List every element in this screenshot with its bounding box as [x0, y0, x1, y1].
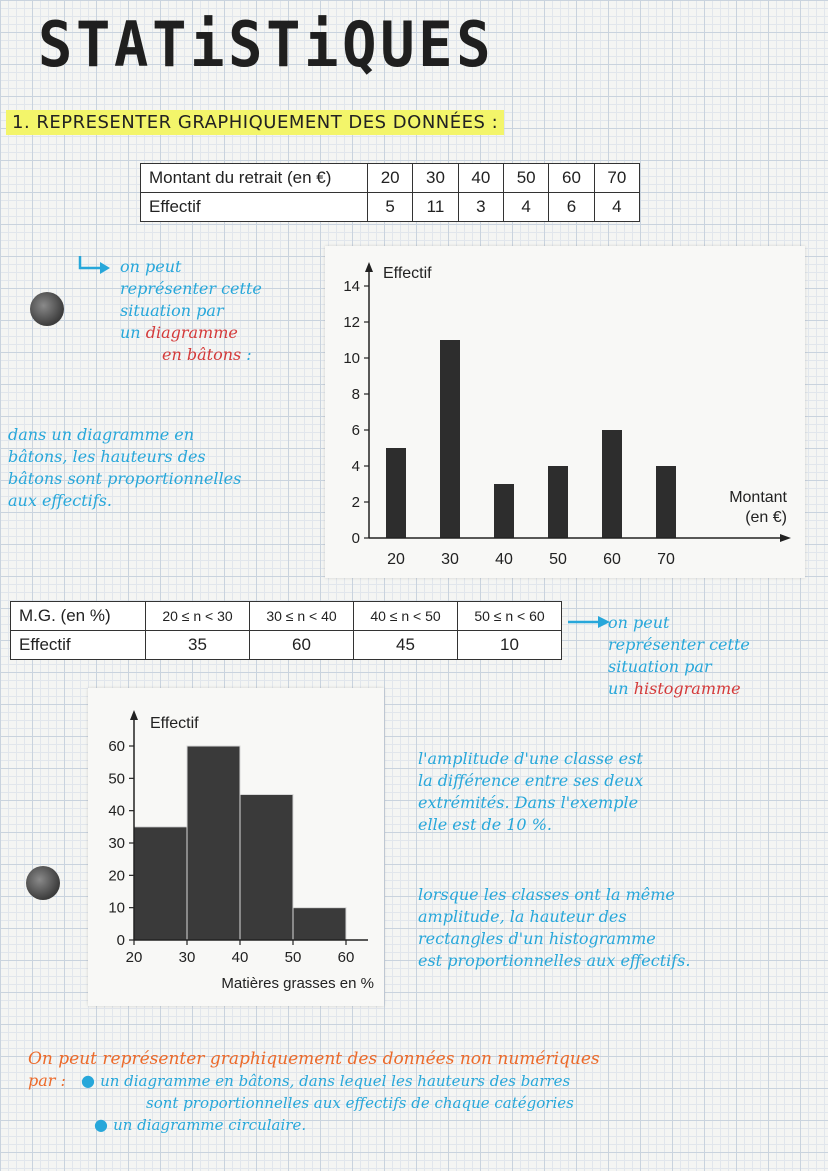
bar-chart-card [325, 246, 805, 578]
y-tick-label: 30 [108, 835, 125, 852]
bar [548, 466, 568, 538]
note-line: extrémités. Dans l'exemple [418, 793, 639, 812]
note-arrow-icon [566, 612, 612, 636]
note-arrow-icon [76, 252, 116, 280]
note-text: un [120, 323, 141, 342]
histogram-bar [134, 827, 187, 940]
binder-hole [30, 292, 64, 326]
table-row [11, 602, 562, 631]
table-row [11, 631, 562, 660]
table-cell: 35 [146, 631, 250, 660]
histogram-card [88, 688, 384, 1006]
footer-bullet-text: un diagramme en bâtons, dans lequel les hauteurs des barres [100, 1072, 571, 1090]
note-line: on peut [120, 257, 182, 276]
x-axis-arrow-icon [780, 534, 791, 542]
x-tick-label: 40 [231, 949, 249, 966]
table-row [141, 164, 640, 193]
y-axis-arrow-icon [130, 710, 138, 720]
y-tick-label: 6 [351, 422, 360, 439]
table-cell: 50 [503, 164, 548, 193]
table-cell: 4 [594, 193, 639, 222]
note-line: rectangles d'un histogramme [418, 929, 656, 948]
note-keyword: diagramme [145, 323, 238, 342]
note-line: situation par [120, 301, 224, 320]
y-tick-label: 0 [116, 932, 125, 949]
table-cell: 70 [594, 164, 639, 193]
y-tick-label: 2 [351, 494, 360, 511]
x-axis-unit: (en €) [745, 509, 787, 526]
table-cell: 60 [549, 164, 594, 193]
note-line: on peut [608, 613, 670, 632]
y-tick-label: 8 [351, 386, 360, 403]
y-tick-label: 40 [108, 802, 125, 820]
y-axis-arrow-icon [365, 262, 373, 272]
table-cell: 6 [549, 193, 594, 222]
histogram-bar [240, 795, 293, 941]
y-tick-label: 4 [351, 458, 360, 475]
note-keyword: en bâtons [162, 345, 242, 364]
note-line: représenter cette [120, 279, 262, 298]
note-line: la différence entre ses deux [418, 771, 644, 790]
note-line: situation par [608, 657, 712, 676]
note-bar-chart [120, 256, 320, 366]
bar-chart [325, 246, 805, 578]
note-line: lorsque les classes ont la même [418, 885, 675, 904]
x-axis-label: Matières grasses en % [221, 975, 374, 992]
table-cell: 30 ≤ n < 40 [250, 602, 354, 631]
y-tick-label: 12 [343, 314, 360, 331]
x-tick-label: 30 [178, 949, 196, 966]
bar [440, 340, 460, 538]
footer-note [28, 1048, 823, 1136]
page-title: STATiSTiQUES [38, 8, 495, 81]
bar [656, 466, 676, 538]
table-header-cell: Effectif [11, 631, 146, 660]
x-tick-label: 60 [603, 551, 621, 568]
footer-line: On peut représenter graphiquement des données non numériques [28, 1049, 600, 1069]
histogram-bar [293, 908, 346, 940]
y-axis-label: Effectif [150, 715, 199, 732]
table-fat [10, 601, 562, 660]
y-tick-label: 60 [108, 738, 125, 755]
note-histogram [608, 612, 818, 700]
bullet-icon: ● [81, 1071, 95, 1090]
y-tick-label: 10 [343, 350, 360, 367]
y-tick-label: 50 [108, 770, 125, 788]
x-tick-label: 40 [495, 551, 513, 568]
table-cell: 11 [413, 193, 458, 222]
y-axis-label: Effectif [383, 265, 432, 282]
bar [386, 448, 406, 538]
note-line: est proportionnelles aux effectifs. [418, 951, 691, 970]
bullet-icon: ● [94, 1115, 108, 1134]
note-line: bâtons sont proportionnelles [8, 469, 242, 488]
y-tick-label: 10 [108, 899, 125, 917]
bar [494, 484, 514, 538]
x-tick-label: 70 [657, 551, 675, 568]
x-tick-label: 30 [441, 551, 459, 568]
bar [602, 430, 622, 538]
x-tick-label: 50 [284, 949, 302, 966]
note-proportional [418, 884, 823, 972]
table-cell: 40 [458, 164, 503, 193]
note-line [120, 322, 320, 344]
histogram [88, 688, 384, 1006]
note-line: elle est de 10 %. [418, 815, 552, 834]
x-tick-label: 20 [387, 551, 405, 568]
note-amplitude [418, 748, 818, 836]
histogram-bar [187, 746, 240, 940]
table-cell: 50 ≤ n < 60 [458, 602, 562, 631]
x-axis-label: Montant [729, 489, 787, 506]
table-cell: 60 [250, 631, 354, 660]
table-header-cell: M.G. (en %) [11, 602, 146, 631]
note-keyword: histogramme [633, 679, 741, 698]
table-cell: 40 ≤ n < 50 [354, 602, 458, 631]
note-text: un [608, 679, 629, 698]
x-tick-label: 60 [337, 949, 355, 966]
table-cell: 4 [503, 193, 548, 222]
note-line: bâtons, les hauteurs des [8, 447, 206, 466]
note-bar-rule [8, 424, 313, 512]
table-header-cell: Montant du retrait (en €) [141, 164, 368, 193]
note-line: dans un diagramme en [8, 425, 195, 444]
note-text: : [241, 345, 252, 364]
table-cell: 5 [368, 193, 413, 222]
x-tick-label: 20 [125, 949, 143, 966]
y-tick-label: 20 [108, 867, 125, 885]
section-heading: 1. REPRESENTER GRAPHIQUEMENT DES DONNÉES : [6, 110, 504, 135]
table-cell: 10 [458, 631, 562, 660]
table-cell: 45 [354, 631, 458, 660]
note-line: l'amplitude d'une classe est [418, 749, 643, 768]
table-cell: 30 [413, 164, 458, 193]
footer-line: sont proportionnelles aux effectifs de chaque catégories [146, 1094, 574, 1112]
table-cell: 20 ≤ n < 30 [146, 602, 250, 631]
x-tick-label: 50 [549, 551, 567, 568]
y-tick-label: 0 [351, 530, 360, 547]
note-line [608, 678, 818, 700]
footer-line [28, 1114, 823, 1136]
y-tick-label: 14 [343, 278, 360, 295]
table-withdrawals [140, 163, 640, 222]
table-cell: 3 [458, 193, 503, 222]
note-line: représenter cette [608, 635, 750, 654]
footer-bullet-text: un diagramme circulaire. [113, 1116, 307, 1134]
footer-text: par : [28, 1071, 66, 1090]
table-header-cell: Effectif [141, 193, 368, 222]
binder-hole [26, 866, 60, 900]
note-line: amplitude, la hauteur des [418, 907, 627, 926]
table-row [141, 193, 640, 222]
footer-line [28, 1070, 823, 1092]
note-line [120, 344, 320, 366]
table-cell: 20 [368, 164, 413, 193]
note-line: aux effectifs. [8, 491, 112, 510]
